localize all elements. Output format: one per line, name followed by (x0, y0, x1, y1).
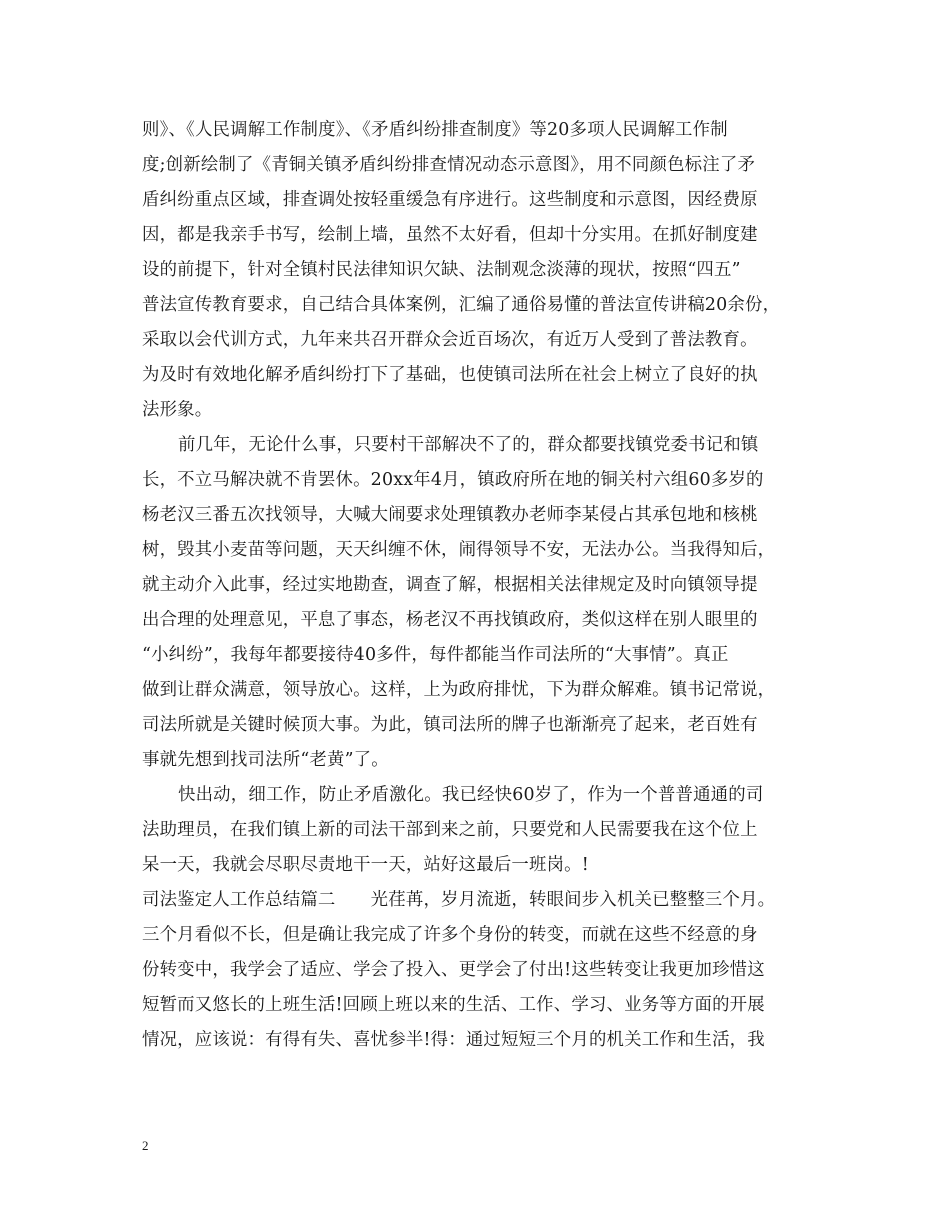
text-line: 则》、《人民调解工作制度》、《矛盾纠纷排查制度》等20多项人民调解工作制 (142, 120, 728, 140)
text-line: 做到让群众满意，领导放心。这样，上为政府排忧，下为群众解难。镇书记常说， (142, 680, 776, 700)
text-line: 呆一天，我就会尽职尽责地干一天，站好这最后一班岗。! (142, 855, 589, 875)
text-line: 法助理员，在我们镇上新的司法干部到来之前，只要党和人民需要我在这个位上 (142, 820, 758, 840)
paragraph-first-line: 前几年，无论什么事，只要村干部解决不了的，群众都要找镇党委书记和镇 (178, 435, 759, 455)
text-line: 事就先想到找司法所“老黄”了。 (142, 750, 389, 770)
text-line: 法形象。 (142, 400, 213, 420)
text-line: 为及时有效地化解矛盾纠纷打下了基础，也使镇司法所在社会上树立了良好的执 (142, 365, 758, 385)
text-line: 树，毁其小麦苗等问题，天天纠缠不休，闹得领导不安，无法办公。当我得知后， (142, 540, 776, 560)
text-line: 司法所就是关键时候顶大事。为此，镇司法所的牌子也渐渐亮了起来，老百姓有 (142, 715, 758, 735)
text-line: 就主动介入此事，经过实地勘查，调查了解，根据相关法律规定及时向镇领导提 (142, 575, 758, 595)
text-line: 杨老汉三番五次找领导，大喊大闹要求处理镇教办老师李某侵占其承包地和核桃 (142, 505, 758, 525)
text-line: 份转变中，我学会了适应、学会了投入、更学会了付出!这些转变让我更加珍惜这 (142, 960, 765, 980)
text-line: “小纠纷”，我每年都要接待40多件，每件都能当作司法所的“大事情”。真正 (142, 645, 729, 665)
text-line: 三个月看似不长，但是确让我完成了许多个身份的转变，而就在这些不经意的身 (142, 925, 758, 945)
text-line: 短暂而又悠长的上班生活!回顾上班以来的生活、工作、学习、业务等方面的开展 (142, 995, 765, 1015)
text-line: 盾纠纷重点区域，排查调处按轻重缓急有序进行。这些制度和示意图，因经费原 (142, 190, 758, 210)
text-line: 度;创新绘制了《青铜关镇矛盾纠纷排查情况动态示意图》，用不同颜色标注了矛 (142, 155, 756, 175)
text-line: 因，都是我亲手书写，绘制上墙，虽然不太好看，但却十分实用。在抓好制度建 (142, 225, 758, 245)
text-line: 采取以会代训方式，九年来共召开群众会近百场次，有近万人受到了普法教育。 (142, 330, 758, 350)
paragraph-first-line: 快出动，细工作，防止矛盾激化。我已经快60岁了，作为一个普普通通的司 (178, 785, 764, 805)
text-line: 设的前提下，针对全镇村民法律知识欠缺、法制观念淡薄的现状，按照“四五” (142, 260, 741, 280)
page-number: 2 (142, 1138, 149, 1153)
text-line: 情况，应该说：有得有失、喜忧参半!得：通过短短三个月的机关工作和生活，我 (142, 1030, 765, 1050)
text-line: 出合理的处理意见，平息了事态，杨老汉不再找镇政府，类似这样在别人眼里的 (142, 610, 758, 630)
section-heading-line: 司法鉴定人工作总结篇二 光荏苒，岁月流逝，转眼间步入机关已整整三个月。 (142, 890, 776, 910)
text-line: 普法宣传教育要求，自己结合具体案例，汇编了通俗易懂的普法宣传讲稿20余份， (142, 295, 781, 315)
text-line: 长，不立马解决就不肯罢休。20xx年4月，镇政府所在地的铜关村六组60多岁的 (142, 470, 764, 490)
